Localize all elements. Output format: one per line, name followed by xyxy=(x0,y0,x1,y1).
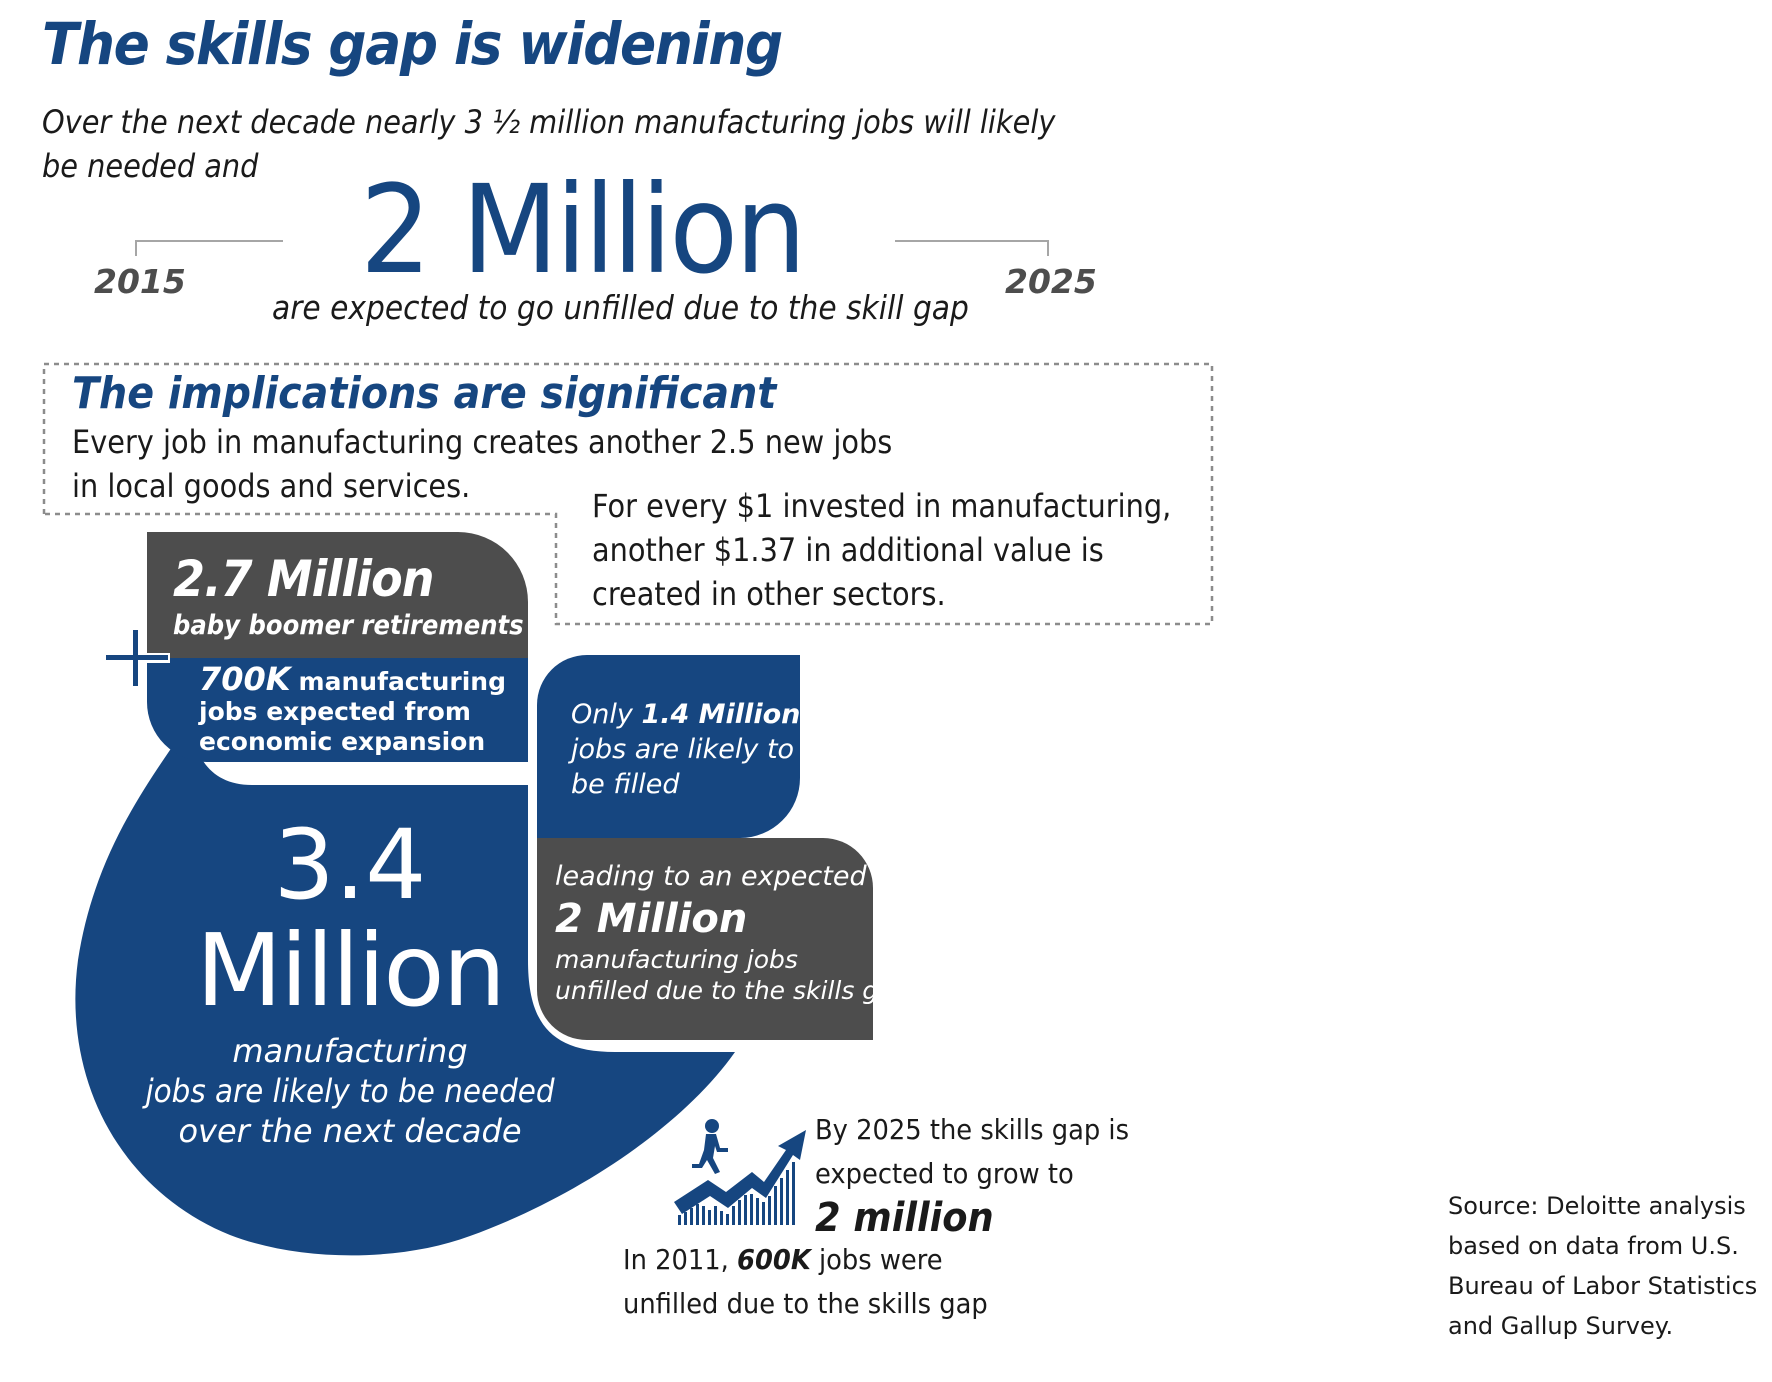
filled-value: 1.4 Million xyxy=(641,699,801,730)
expansion-value: 700K xyxy=(199,660,291,698)
headline-caption: are expected to go unfilled due to the skill gap xyxy=(272,288,969,327)
filled-text xyxy=(571,697,800,802)
retirements-box xyxy=(147,532,528,658)
investment-line-2: another $1.37 in additional value is xyxy=(592,531,1104,569)
investment-line-3: created in other sectors. xyxy=(592,575,946,613)
source-note xyxy=(1448,1186,1757,1346)
history-line-1 xyxy=(623,1238,988,1282)
growth-value: 2 million xyxy=(815,1195,994,1241)
growth-line-2: expected to grow to xyxy=(815,1157,1074,1190)
jobs-multiplier-line-1: Every job in manufacturing creates another 2.5 new jobs xyxy=(72,423,893,461)
filled-line-2: jobs are likely to xyxy=(571,734,795,765)
growth-chart-runner-icon xyxy=(668,1110,808,1225)
source-line-1: Source: Deloitte analysis xyxy=(1448,1192,1746,1220)
filled-prefix: Only xyxy=(571,699,633,730)
history-text xyxy=(623,1238,988,1326)
filled-box xyxy=(537,655,800,838)
unfilled-box xyxy=(537,838,910,1040)
subtitle-line-1: Over the next decade nearly 3 ½ million manufacturing jobs will likely xyxy=(42,103,1056,141)
page-title: The skills gap is widening xyxy=(42,10,782,78)
filled-line-1 xyxy=(571,697,800,732)
total-needed-caption-1: manufacturing xyxy=(232,1032,468,1070)
source-line-2: based on data from U.S. xyxy=(1448,1232,1739,1260)
source-line-3: Bureau of Labor Statistics xyxy=(1448,1272,1758,1300)
expansion-line-2: jobs expected from xyxy=(199,697,471,726)
total-needed-value-1: 3.4 xyxy=(273,809,427,921)
expansion-text xyxy=(199,660,506,757)
timeline-end-year: 2025 xyxy=(1005,262,1097,301)
retirements-value: 2.7 Million xyxy=(173,550,434,608)
total-needed-caption-2: jobs are likely to be needed xyxy=(145,1072,555,1110)
expansion-box xyxy=(147,658,528,762)
expansion-label-1: manufacturing xyxy=(298,667,506,696)
implications-title: The implications are significant xyxy=(72,368,777,419)
total-needed-value-2: Million xyxy=(196,912,504,1029)
unfilled-line-2: unfilled due to the skills gap xyxy=(555,976,910,1005)
investment-line-1: For every $1 invested in manufacturing, xyxy=(592,487,1172,525)
unfilled-intro: leading to an expected xyxy=(555,861,867,892)
unfilled-value: 2 Million xyxy=(555,896,748,942)
history-suffix: jobs were xyxy=(818,1243,943,1276)
expansion-line-3: economic expansion xyxy=(199,727,486,756)
unfilled-line-1: manufacturing jobs xyxy=(555,945,798,974)
timeline-start-year: 2015 xyxy=(94,262,186,301)
retirements-label: baby boomer retirements xyxy=(173,610,524,641)
growth-text xyxy=(815,1108,1129,1240)
growth-line-1: By 2025 the skills gap is xyxy=(815,1113,1129,1146)
plus-icon xyxy=(100,620,180,700)
total-needed-text xyxy=(120,809,580,1151)
history-prefix: In 2011, xyxy=(623,1243,729,1276)
history-value: 600K xyxy=(737,1243,811,1276)
unfilled-text xyxy=(555,860,909,1006)
headline-value: 2 Million xyxy=(360,159,804,301)
jobs-multiplier-line-2: in local goods and services. xyxy=(72,467,471,505)
history-line-2: unfilled due to the skills gap xyxy=(623,1287,988,1320)
expansion-line-1 xyxy=(199,660,506,698)
filled-line-3: be filled xyxy=(571,769,680,800)
subtitle-line-2: be needed and xyxy=(42,147,259,185)
source-line-4: and Gallup Survey. xyxy=(1448,1312,1674,1340)
total-needed-caption-3: over the next decade xyxy=(178,1112,522,1150)
